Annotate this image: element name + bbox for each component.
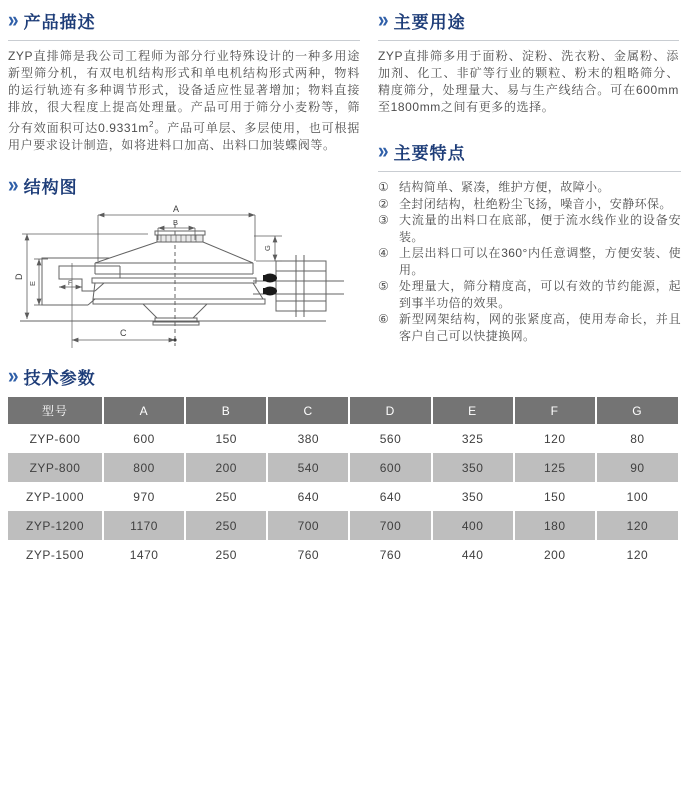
product-description-heading <box>8 8 360 41</box>
feature-text: 上层出料口可以在360°内任意调整，方便安装、使用。 <box>399 246 681 277</box>
value-cell: 150 <box>185 424 267 453</box>
table-row <box>8 424 678 453</box>
section-title: 主要特点 <box>393 144 466 163</box>
specs-table-body <box>8 424 678 569</box>
value-cell: 250 <box>185 482 267 511</box>
value-cell: 970 <box>103 482 185 511</box>
section-specs <box>8 364 678 569</box>
column-header: D <box>349 397 431 424</box>
dim-label-g: G <box>263 245 272 251</box>
column-header: G <box>596 397 678 424</box>
feature-text: 大流量的出料口在底部，便于流水线作业的设备安装。 <box>399 213 681 244</box>
value-cell: 600 <box>103 424 185 453</box>
desc-superscript: 2 <box>149 120 155 129</box>
dim-label-e: E <box>28 280 37 286</box>
double-chevron-icon: » <box>8 364 17 389</box>
desc-text-part1: ZYP直排筛是我公司工程师为部分行业特殊设计的一种多用途新型筛分机，有双电机结构形式和单电机结构形式两种，物料的运行轨迹有多种调节形式，设备适应性显著增加；物料直接排放，很大程度上提高处理量。产品可用于筛分小麦粉等，筛分有效面积可达0.9331m <box>8 49 360 135</box>
sieve-technical-drawing <box>8 203 356 371</box>
dim-label-c: C <box>120 328 127 338</box>
value-cell: 400 <box>432 511 514 540</box>
column-header: F <box>514 397 596 424</box>
features-heading <box>378 139 681 172</box>
model-cell: ZYP-800 <box>8 453 103 482</box>
value-cell: 760 <box>267 540 349 569</box>
feature-item <box>378 196 681 213</box>
value-cell: 640 <box>267 482 349 511</box>
dim-label-f: F <box>68 280 72 287</box>
structure-diagram <box>8 203 360 371</box>
feature-item <box>378 245 681 278</box>
feature-item <box>378 311 681 344</box>
feature-number: ⑤ <box>378 279 390 293</box>
value-cell: 250 <box>185 540 267 569</box>
double-chevron-icon: » <box>8 8 17 33</box>
section-main-uses <box>378 8 679 116</box>
value-cell: 80 <box>596 424 678 453</box>
section-product-description <box>8 8 360 154</box>
value-cell: 120 <box>514 424 596 453</box>
feature-item <box>378 212 681 245</box>
dim-label-d: D <box>14 273 24 280</box>
main-uses-heading <box>378 8 679 41</box>
feature-item <box>378 278 681 311</box>
feature-text: 结构简单、紧凑，维护方便，故障小。 <box>399 180 610 194</box>
column-header: B <box>185 397 267 424</box>
value-cell: 700 <box>349 511 431 540</box>
value-cell: 1470 <box>103 540 185 569</box>
value-cell: 100 <box>596 482 678 511</box>
value-cell: 200 <box>514 540 596 569</box>
value-cell: 380 <box>267 424 349 453</box>
feature-item <box>378 179 681 196</box>
value-cell: 560 <box>349 424 431 453</box>
value-cell: 1170 <box>103 511 185 540</box>
specs-table <box>8 397 678 569</box>
table-row <box>8 540 678 569</box>
value-cell: 350 <box>432 482 514 511</box>
column-header: E <box>432 397 514 424</box>
value-cell: 325 <box>432 424 514 453</box>
model-cell: ZYP-1000 <box>25 489 85 504</box>
structure-heading <box>8 173 360 198</box>
value-cell: 125 <box>514 453 596 482</box>
table-row <box>8 482 678 511</box>
feature-text: 全封闭结构，杜绝粉尘飞扬，噪音小，安静环保。 <box>399 196 672 211</box>
section-title: 主要用途 <box>393 13 466 32</box>
value-cell: 180 <box>514 511 596 540</box>
value-cell: 120 <box>596 511 678 540</box>
column-header: 型号 <box>8 397 103 424</box>
section-features <box>378 139 681 344</box>
desc-text-part2: 。产品可单层、多层使用，也可根据用户要求设计制造，如将进料口加高、出料口加装蝶阀等。 <box>8 121 360 152</box>
double-chevron-icon: » <box>8 173 17 198</box>
feature-number: ④ <box>378 246 390 260</box>
feature-number: ① <box>378 180 390 194</box>
main-uses-text: ZYP直排筛多用于面粉、淀粉、洗衣粉、金属粉、添加剂、化工、非矿等行业的颗粒、粉末的粗略筛分、精度筛分，处理量大、易与生产线结合。可在600mm至1800mm之间有更多的选择。 <box>378 49 679 114</box>
feature-text: 处理量大，筛分精度高，可以有效的节约能源，起到事半功倍的效果。 <box>399 279 681 310</box>
double-chevron-icon: » <box>378 139 387 164</box>
double-chevron-icon: » <box>378 8 387 33</box>
dim-label-a: A <box>173 204 180 214</box>
feature-text: 新型网架结构，网的张紧度高，使用寿命长，并且客户自己可以快捷换网。 <box>399 312 681 343</box>
column-header: A <box>103 397 185 424</box>
table-row <box>8 453 678 482</box>
table-row <box>8 511 678 540</box>
section-structure-diagram <box>8 173 360 371</box>
value-cell: 90 <box>596 453 678 482</box>
feature-number: ③ <box>378 213 390 227</box>
value-cell: 760 <box>349 540 431 569</box>
value-cell: 120 <box>596 540 678 569</box>
feature-number: ② <box>378 196 390 211</box>
value-cell: 640 <box>349 482 431 511</box>
product-description-text <box>8 48 360 154</box>
value-cell: 350 <box>432 453 514 482</box>
features-list <box>378 179 681 344</box>
model-cell: ZYP-1500 <box>25 547 85 562</box>
value-cell: 700 <box>267 511 349 540</box>
section-title: 结构图 <box>23 178 78 197</box>
value-cell: 800 <box>103 453 185 482</box>
value-cell: 150 <box>514 482 596 511</box>
value-cell: 200 <box>185 453 267 482</box>
section-title: 产品描述 <box>23 13 96 32</box>
value-cell: 440 <box>432 540 514 569</box>
section-title: 技术参数 <box>23 369 96 388</box>
specs-table-header <box>8 397 678 424</box>
model-cell: ZYP-600 <box>29 431 81 446</box>
specs-heading <box>8 364 678 389</box>
value-cell: 250 <box>185 511 267 540</box>
model-cell: ZYP-1200 <box>8 511 103 540</box>
column-header: C <box>267 397 349 424</box>
value-cell: 600 <box>349 453 431 482</box>
value-cell: 540 <box>267 453 349 482</box>
feature-number: ⑥ <box>378 312 390 326</box>
dim-label-b: B <box>173 218 179 227</box>
